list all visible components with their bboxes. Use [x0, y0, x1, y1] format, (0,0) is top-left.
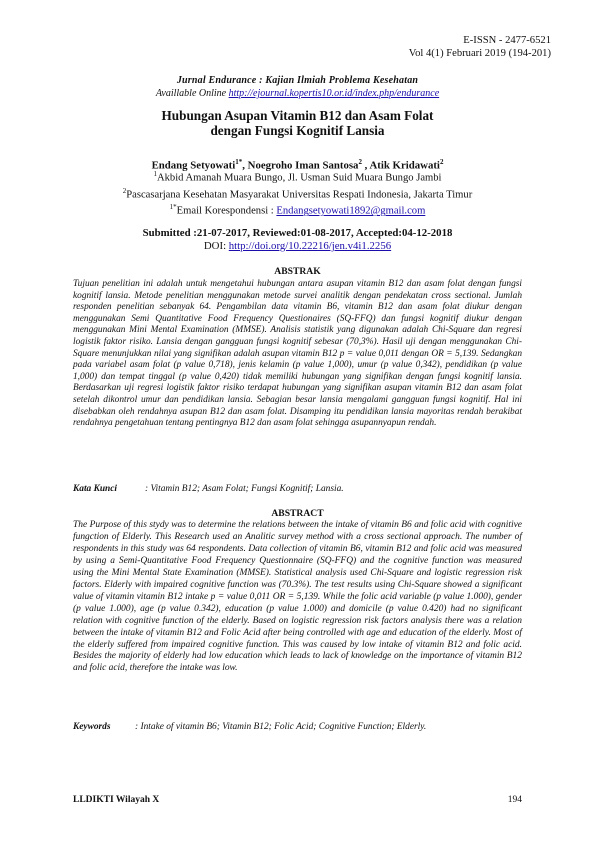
- keywords-text: : Intake of vitamin B6; Vitamin B12; Folic Acid; Cognitive Function; Elderly.: [135, 722, 427, 732]
- publication-dates: [0, 227, 595, 253]
- submission-dates: Submitted :21-07-2017, Reviewed:01-08-2017, Accepted:04-12-2018: [142, 227, 453, 239]
- abstract-heading: ABSTRACT: [271, 508, 324, 519]
- abstrak-heading: ABSTRAK: [274, 266, 321, 277]
- affiliation-2-text: Pascasarjana Kesehatan Masyarakat Universitas Respati Indonesia, Jakarta Timur: [126, 189, 473, 201]
- doi-label: DOI:: [203, 240, 229, 252]
- affiliation-2: [0, 185, 595, 202]
- title-line-2: dengan Fungsi Kognitif Lansia: [210, 122, 385, 138]
- available-online-label: Availlable Online: [155, 87, 227, 99]
- author-2-marker: 2: [358, 158, 362, 166]
- author-3: , Atik Kridawati: [361, 159, 440, 172]
- keywords-line: [73, 722, 522, 732]
- journal-name: Jurnal Endurance : Kajian Ilmiah Problema Kesehatan: [176, 75, 419, 86]
- affiliation-2-marker: 2: [122, 186, 127, 195]
- correspondence-label: Email Korespondensi :: [176, 206, 277, 217]
- doi-line: [0, 240, 595, 253]
- kata-kunci-label: Kata Kunci: [73, 484, 118, 494]
- author-2: , Noegroho Iman Santosa: [242, 159, 359, 172]
- email-link[interactable]: Endangsetyowati1892@gmail.com: [276, 206, 426, 217]
- journal-header: [0, 75, 595, 100]
- kata-kunci-text: : Vitamin B12; Asam Folat; Fungsi Kognitif; Lansia.: [145, 484, 344, 494]
- affiliation-1-text: Akbid Amanah Muara Bungo, Jl. Usman Suid Muara Bungo Jambi: [156, 172, 442, 184]
- affiliation-1-marker: 1: [153, 170, 157, 178]
- affiliation-1: [0, 168, 595, 185]
- abstrak-body: Tujuan penelitian ini adalah untuk mengetahui hubungan antara asupan vitamin B12 dan asam folat dengan fungsi kognitif lansia. Metode penelitian menggunakan metode survei analitik dengan pendekatan cross sectional. Jumlah responden penelitian sebanyak 64. Pengambilan data vitamin B6, vitamin B12 dan asam folat diukur dengan menggunakan Semi Quantitative Food Frequency Questionaires (SQ-FFQ) dan fungsi kognitif diukur dengan menggunakan Mini Mental Examination (MMSE). Analisis statistik yang digunakan adalah Chi-Square dan regresi logistik faktor risiko. Lansia dengan gangguan fungsi kognitif sebesar (70,3%). Hasil uji dengan menggunakan Chi-Square menunjukkan nilai yang signifikan adalah asupan vitamin B12 p = value 0,011 dengan OR = 5,139. Sedangkan pada variabel asam folat (p value 0,718), jenis kelamin (p value 1,000), umur (p value 0,342), pendidikan (p value 1,000) dan tempat tinggal (p value 0,420) tidak memiliki hubungan yang signifikan dengan fungsi kognitif lansia. Berdasarkan uji regresi logistik faktor risiko terdapat hubungan yang signifikan asupan vitamin B12 dan asam folat setelah dikontrol umur dan pendidikan lansia. Sebagian besar lansia mengalami gangguan fungsi kognitif. Hal ini disebabkan oleh rendahnya asupan B12 dan asam folat. Disamping itu pendidikan lansia mayoritas rendah berakibat rendahnya pengetahuan tentang pentingnya B12 dan asam folat sehingga asupannyapun rendah.: [73, 279, 522, 429]
- footer-publisher: LLDIKTI Wilayah X: [73, 795, 160, 805]
- article-title: [0, 109, 595, 138]
- available-online-line: [0, 88, 595, 101]
- kata-kunci-line: [73, 484, 522, 494]
- author-1: Endang Setyowati: [151, 159, 236, 172]
- correspondence-marker: 1*: [169, 203, 177, 212]
- affiliations: [0, 168, 595, 218]
- title-line-1: Hubungan Asupan Vitamin B12 dan Asam Folat: [161, 108, 434, 123]
- journal-issue-info: [409, 35, 551, 61]
- volume-info: Vol 4(1) Februari 2019 (194-201): [408, 47, 551, 59]
- author-3-marker: 2: [439, 158, 444, 166]
- author-1-marker: 1*: [235, 158, 243, 166]
- keywords-label: Keywords: [73, 722, 111, 732]
- journal-url-link[interactable]: http://ejournal.kopertis10.or.id/index.php/endurance: [228, 87, 440, 99]
- issn: E-ISSN - 2477-6521: [463, 35, 551, 46]
- page-number: 194: [507, 795, 522, 805]
- doi-link[interactable]: http://doi.org/10.22216/jen.v4i1.2256: [228, 240, 392, 252]
- abstract-body: The Purpose of this stydy was to determine the relations between the intake of vitamin B6 and folic acid with cognitive fungction of Elderly. This Research used an Analitic survey method with a cross sectional approach. The number of respondents in this study was 64 respondents. Data collection of vitamin B6, vitamin B12 and folic acid was measured by using a Semi-Quantitative Food Frequency Questionnaire (SQ-FFQ) and the cognitive function was measured using the Mini Mental State Examination (MMSE). Statistical analysis used Chi-Square and logistic regression risk factors. Elderly with impaired cognitive function was (70.3%). The test results using Chi-Square showed a significant value of vitamin vitamin B12 intake p = value 0,011 OR = 5,139. While the folic acid variable (p value 1.000), gender (p value 1.000), age (p value 0.342), education (p value 1.000) and domicile (p value 0.420) had no significant relation with cognitive function of the elderly. Based on logistic regression risk factors analysis there was a relation between the intake of vitamin B12 and Folic Acid after being controlled with age and education of the elderly. Most of the elderly suffered from impaired cognitive function. This was caused by low intake of vitamin B12 and folic acid. Besides the majority of elderly had low education which leads to lack of knowledge on the importance of vitamin B12 and folic acid, therefore the intake was low.: [73, 520, 522, 674]
- correspondence: [0, 201, 595, 218]
- page-footer: [73, 795, 522, 805]
